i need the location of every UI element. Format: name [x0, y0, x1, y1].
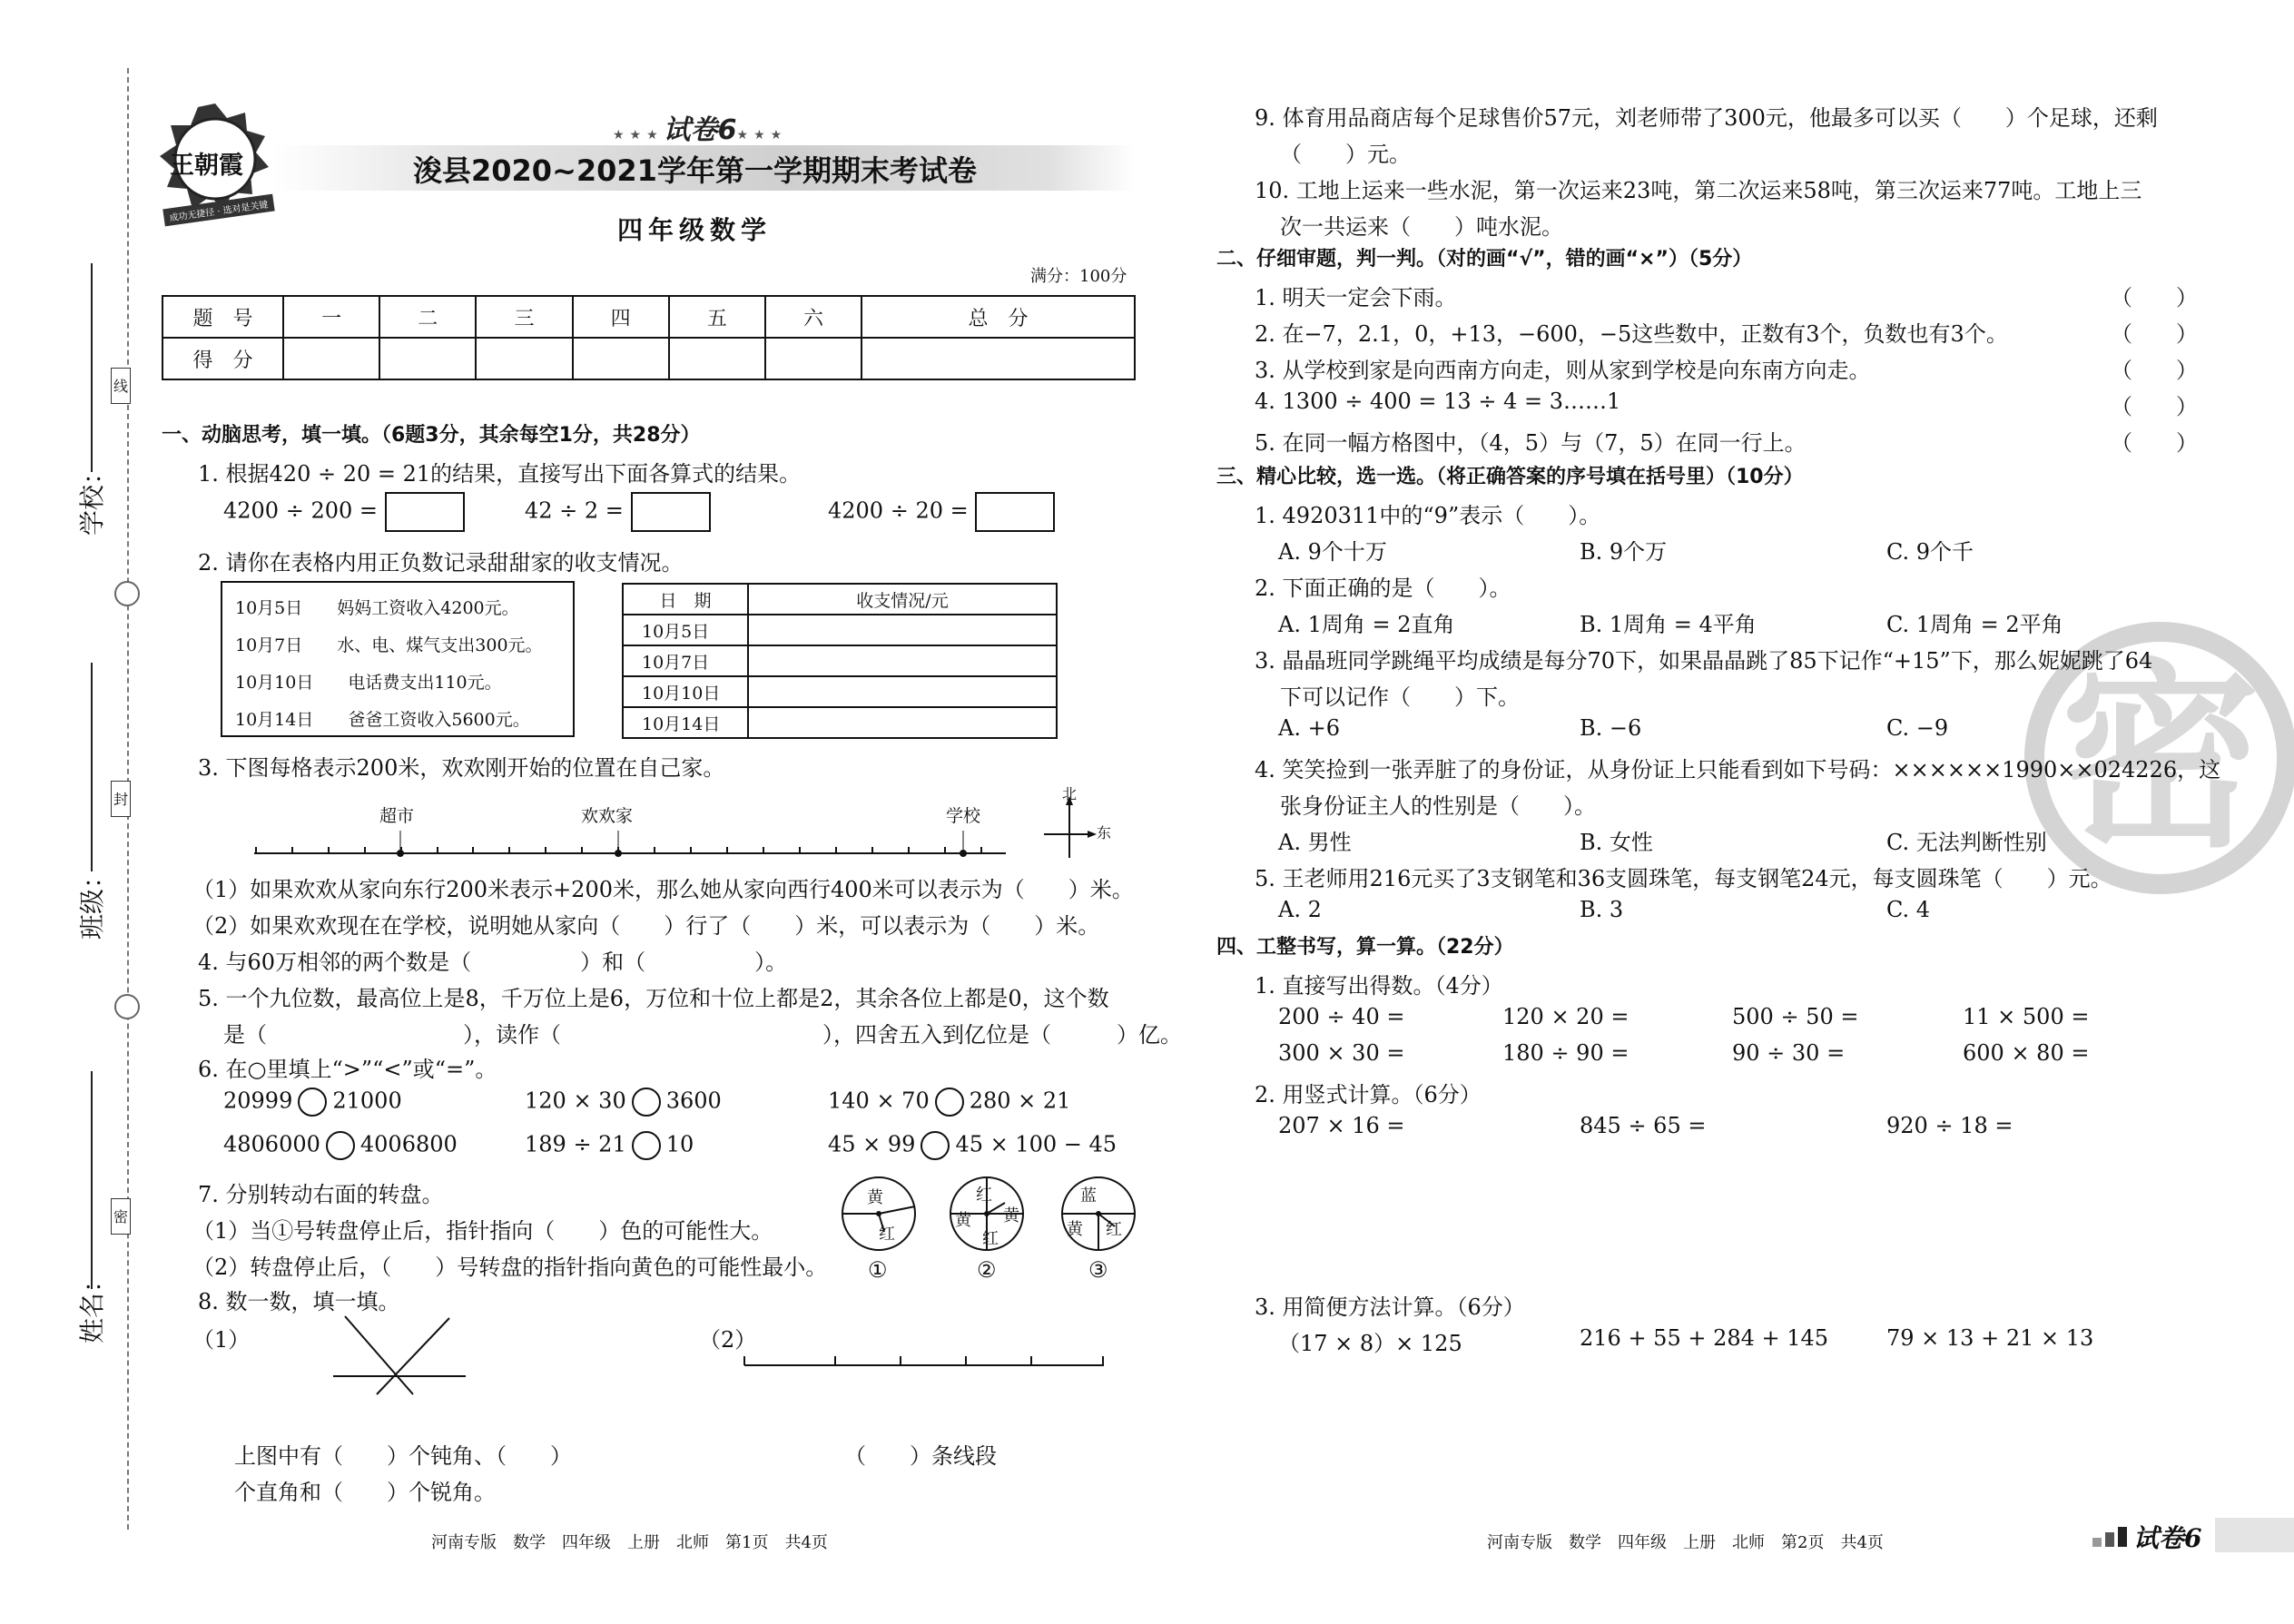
choice-option: B. 9个万	[1580, 539, 1668, 565]
school-label: 学校：	[77, 458, 107, 536]
q10-line2: 次一共运来（ ）吨水泥。	[1280, 214, 1563, 240]
calc-item: 90 ÷ 30 =	[1732, 1040, 1846, 1066]
q2-text: 2. 请你在表格内用正负数记录甜甜家的收支情况。	[198, 550, 684, 576]
q5-text-line2: 是（ ），读作（ ），四舍五入到亿位是（ ）亿。	[223, 1022, 1182, 1048]
ledger-header-amount: 收支情况/元	[748, 584, 1057, 615]
calc-q3: 3. 用简便方法计算。（6分）	[1255, 1294, 1525, 1320]
calc-item: 845 ÷ 65 =	[1580, 1113, 1707, 1138]
score-header-cell: 五	[669, 296, 765, 338]
ledger-date: 10月5日	[623, 615, 748, 645]
ledger-date: 10月10日	[623, 676, 748, 707]
ledger-input[interactable]	[748, 645, 1057, 676]
name-label: 姓名：	[77, 1266, 107, 1343]
full-score: 满分：100分	[1030, 267, 1127, 286]
calc-item: 120 × 20 =	[1502, 1004, 1629, 1029]
binding-hole-icon	[114, 581, 140, 606]
calc-item: （17 × 8）× 125	[1278, 1331, 1462, 1356]
choice-option: A. 9个十万	[1278, 539, 1387, 565]
section-4-heading: 四、工整书写，算一算。（22分）	[1216, 936, 1514, 959]
score-cell[interactable]	[765, 338, 861, 379]
compare-item: 189 ÷ 21 10	[525, 1131, 694, 1160]
score-row-label: 得 分	[162, 338, 283, 379]
choice-option: A. 男性	[1278, 830, 1352, 855]
q8-a-line2: 个直角和（ ）个锐角。	[234, 1480, 496, 1505]
choice-q5: 5. 王老师用216元买了3支钢笔和36支圆珠笔，每支钢笔24元，每支圆珠笔（ ）元。	[1255, 866, 2112, 891]
footer-right: 河南专版 数学 四年级 上册 北师 第2页 共4页	[1487, 1533, 1884, 1552]
q7-b-text: （2）转盘停止后，（ ）号转盘的指针指向黄色的可能性最小。	[192, 1255, 828, 1280]
compare-item: 4806000 4006800	[223, 1131, 458, 1160]
q8-a-line1: 上图中有（ ）个钝角、（ ）	[234, 1443, 572, 1469]
q7-a-text: （1）当①号转盘停止后，指针指向（ ）色的可能性大。	[192, 1218, 773, 1244]
choice-q4-line2: 张身份证主人的性别是（ ）。	[1280, 793, 1596, 819]
q8-part2: （2）	[699, 1327, 757, 1353]
spinner-number: ③	[1088, 1257, 1108, 1283]
place-school: 学校	[946, 806, 981, 826]
choice-option: C. −9	[1886, 715, 1949, 741]
calc-item: 79 × 13 + 21 × 13	[1886, 1325, 2094, 1351]
ledger-row	[623, 707, 1057, 738]
judge-item: 3. 从学校到家是向西南方向走，则从家到学校是向东南方向走。	[1255, 358, 1871, 383]
section-3-heading: 三、精心比较，选一选。（将正确答案的序号填在括号里）（10分）	[1216, 466, 1804, 488]
judge-answer-paren[interactable]: （ ）	[2111, 358, 2198, 383]
score-cell[interactable]	[861, 338, 1135, 379]
place-home: 欢欢家	[581, 806, 634, 826]
judge-item: 4. 1300 ÷ 400 = 13 ÷ 4 = 3……1	[1255, 389, 1621, 414]
compare-circle[interactable]	[632, 1088, 661, 1117]
score-header-cell: 一	[283, 296, 379, 338]
judge-item: 5. 在同一幅方格图中，（4，5）与（7，5）在同一行上。	[1255, 430, 1807, 456]
spinner-2-label: 黄	[955, 1211, 971, 1230]
ledger-row	[623, 645, 1057, 676]
q3-b-text: （2）如果欢欢现在在学校，说明她从家向（ ）行了（ ）米，可以表示为（ ）米。	[192, 913, 1100, 939]
q3-a-text: （1）如果欢欢从家向东行200米表示+200米，那么她从家向西行400米可以表示为（ ）米。	[192, 877, 1134, 902]
spinner-3	[1060, 1176, 1137, 1252]
choice-q4-line1: 4. 笑笑捡到一张弄脏了的身份证，从身份证上只能看到如下号码：××××××1990××024226，这	[1255, 757, 2221, 782]
number-line	[254, 831, 1008, 858]
calc-item: 207 × 16 =	[1278, 1113, 1405, 1138]
ledger-input[interactable]	[748, 707, 1057, 738]
score-row	[162, 338, 1135, 379]
choice-option: B. −6	[1580, 715, 1642, 741]
calc-item: 300 × 30 =	[1278, 1040, 1405, 1066]
score-table	[162, 295, 1136, 380]
q9-line1: 9. 体育用品商店每个足球售价57元，刘老师带了300元，他最多可以买（ ）个足球，还剩	[1255, 105, 2158, 131]
compare-circle[interactable]	[935, 1088, 964, 1117]
calc-q1: 1. 直接写出得数。（4分）	[1255, 973, 1503, 999]
footer-tag-deco	[2092, 1525, 2129, 1549]
note-line: 10月10日 电话费支出110元。	[235, 673, 502, 693]
class-label: 班级：	[77, 862, 107, 940]
compass-icon	[1044, 794, 1098, 858]
school-underline	[91, 263, 93, 472]
ledger-header-row	[623, 584, 1057, 615]
compare-circle[interactable]	[632, 1131, 661, 1160]
ledger-row	[623, 676, 1057, 707]
ledger-date: 10月14日	[623, 707, 748, 738]
q4-text: 4. 与60万相邻的两个数是（ ）和（ ）。	[198, 950, 788, 975]
judge-answer-paren[interactable]: （ ）	[2111, 430, 2198, 456]
footer-tag-bar	[2215, 1518, 2294, 1552]
calc-item: 216 + 55 + 284 + 145	[1580, 1325, 1829, 1351]
spinner-2-label: 红	[976, 1186, 992, 1205]
choice-q3-line1: 3. 晶晶班同学跳绳平均成绩是每分70下，如果晶晶跳了85下记作“+15”下，那么妮妮跳了64	[1255, 648, 2153, 674]
q3-text: 3. 下图每格表示200米，欢欢刚开始的位置在自己家。	[198, 755, 725, 781]
q6-text: 6. 在○里填上“>”“<”或“=”。	[198, 1057, 497, 1082]
seal-mark-secret: 密	[111, 1198, 131, 1235]
spinner-2-label: 黄	[1003, 1206, 1019, 1225]
q1-text: 1. 根据420 ÷ 20 = 21的结果，直接写出下面各算式的结果。	[198, 461, 802, 487]
ledger-date: 10月7日	[623, 645, 748, 676]
judge-answer-paren[interactable]: （ ）	[2111, 321, 2198, 347]
choice-option: B. 3	[1580, 897, 1624, 922]
spinner-3-label: 黄	[1067, 1220, 1083, 1239]
calc-item: 500 ÷ 50 =	[1732, 1004, 1859, 1029]
choice-q2: 2. 下面正确的是（ ）。	[1255, 576, 1511, 601]
spinner-number: ①	[868, 1257, 888, 1283]
spinner-1-label: 黄	[867, 1188, 883, 1207]
choice-option: C. 4	[1886, 897, 1931, 922]
q10-line1: 10. 工地上运来一些水泥，第一次运来23吨，第二次运来58吨，第三次运来77吨。工地上三	[1255, 178, 2142, 203]
answer-box[interactable]	[975, 492, 1055, 532]
score-header-cell: 二	[379, 296, 476, 338]
compare-item: 120 × 30 3600	[525, 1088, 722, 1117]
score-header-cell: 题 号	[162, 296, 283, 338]
judge-item: 1. 明天一定会下雨。	[1255, 285, 1457, 310]
score-cell[interactable]	[476, 338, 572, 379]
score-header-cell: 总 分	[861, 296, 1135, 338]
ledger-input[interactable]	[748, 676, 1057, 707]
footer-tag: 试卷6	[2133, 1523, 2202, 1553]
ledger-input[interactable]	[748, 615, 1057, 645]
calc-item: 920 ÷ 18 =	[1886, 1113, 2013, 1138]
score-cell[interactable]	[573, 338, 669, 379]
note-line: 10月14日 爸爸工资收入5600元。	[235, 710, 530, 730]
paper-tag: ★★★试卷6★★★	[613, 114, 788, 146]
q1-item-1: 4200 ÷ 200 =	[223, 492, 465, 532]
paper-tag-text: 试卷6	[663, 114, 737, 146]
note-line: 10月7日 水、电、煤气支出300元。	[235, 635, 543, 655]
exam-title: 浚县2020~2021学年第一学期期末考试卷	[413, 153, 977, 188]
score-cell[interactable]	[283, 338, 379, 379]
choice-option: C. 无法判断性别	[1886, 830, 2047, 855]
section-1-heading: 一、动脑思考，填一填。（6题3分，其余每空1分，共28分）	[162, 424, 701, 447]
section-2-heading: 二、仔细审题，判一判。（对的画“√”，错的画“×”）（5分）	[1216, 248, 1753, 271]
judge-item: 2. 在−7，2.1，0，+13，−600，−5这些数中，正数有3个，负数也有3个。	[1255, 321, 2008, 347]
choice-option: C. 9个千	[1886, 539, 1974, 565]
name-underline	[91, 1071, 93, 1289]
choice-option: B. 女性	[1580, 830, 1653, 855]
calc-item: 200 ÷ 40 =	[1278, 1004, 1405, 1029]
angle-figure	[331, 1314, 468, 1396]
spinner-3-label: 蓝	[1080, 1186, 1097, 1206]
note-line: 10月5日 妈妈工资收入4200元。	[235, 598, 519, 618]
score-header-cell: 三	[476, 296, 572, 338]
q8-part1: （1）	[192, 1327, 251, 1353]
income-notes-box	[221, 581, 575, 737]
compare-item: 140 × 70 280 × 21	[828, 1088, 1070, 1117]
score-header-row	[162, 296, 1135, 338]
spinner-number: ②	[977, 1257, 997, 1283]
score-header-cell: 六	[765, 296, 861, 338]
footer-left: 河南专版 数学 四年级 上册 北师 第1页 共4页	[431, 1533, 828, 1552]
score-cell[interactable]	[669, 338, 765, 379]
stamp-char: 密	[2060, 642, 2260, 874]
q8-text: 8. 数一数，填一填。	[198, 1289, 400, 1314]
calc-item: 180 ÷ 90 =	[1502, 1040, 1629, 1066]
choice-option: A. 2	[1278, 897, 1322, 922]
q7-text: 7. 分别转动右面的转盘。	[198, 1182, 444, 1207]
score-cell[interactable]	[379, 338, 476, 379]
spinner-3-label: 红	[1106, 1220, 1122, 1239]
q9-line2: （ ）元。	[1280, 142, 1411, 167]
calc-item: 11 × 500 =	[1963, 1004, 2090, 1029]
seal-mark-line: 线	[111, 368, 131, 404]
q5-text-line1: 5. 一个九位数，最高位上是8，千万位上是6，万位和十位上都是2，其余各位上都是0，这个数	[198, 986, 1109, 1011]
q1-item-3: 4200 ÷ 20 =	[828, 492, 1055, 532]
compass-east: 东	[1097, 824, 1112, 842]
choice-option: A. 1周角 = 2直角	[1278, 612, 1455, 637]
compare-item: 45 × 99 45 × 100 − 45	[828, 1131, 1117, 1160]
choice-option: B. 1周角 = 4平角	[1580, 612, 1757, 637]
place-supermarket: 超市	[379, 806, 415, 826]
ledger-header-date: 日 期	[623, 584, 748, 615]
class-underline	[91, 663, 93, 871]
compare-circle[interactable]	[921, 1131, 950, 1160]
choice-option: A. +6	[1278, 715, 1340, 741]
brand-name: 王朝霞	[170, 152, 243, 180]
compare-item: 20999 21000	[223, 1088, 402, 1117]
answer-box[interactable]	[385, 492, 465, 532]
spinner-2-label: 红	[982, 1229, 999, 1248]
ledger-table	[622, 583, 1058, 739]
ledger-row	[623, 615, 1057, 645]
exam-subtitle: 四年级数学	[617, 215, 773, 245]
spinner-1-label: 红	[879, 1225, 895, 1244]
choice-q3-line2: 下可以记作（ ）下。	[1280, 684, 1520, 710]
binding-hole-icon	[114, 994, 140, 1019]
q8-b-text: （ ）条线段	[844, 1443, 997, 1469]
compare-circle[interactable]	[298, 1088, 327, 1117]
choice-option: C. 1周角 = 2平角	[1886, 612, 2063, 637]
calc-q2: 2. 用竖式计算。（6分）	[1255, 1082, 1482, 1107]
answer-box[interactable]	[631, 492, 711, 532]
choice-q1: 1. 4920311中的“9”表示（ ）。	[1255, 503, 1601, 528]
q1-item-2: 42 ÷ 2 =	[525, 492, 711, 532]
compare-circle[interactable]	[326, 1131, 355, 1160]
calc-item: 600 × 80 =	[1963, 1040, 2090, 1066]
score-header-cell: 四	[573, 296, 669, 338]
judge-answer-paren[interactable]: （ ）	[2111, 285, 2198, 310]
judge-answer-paren[interactable]: （ ）	[2111, 394, 2198, 419]
compass-north: 北	[1062, 785, 1078, 802]
seal-mark-seal: 封	[111, 781, 131, 817]
brand-motto: 成功无捷径 · 选对是关键	[162, 194, 274, 227]
segment-figure	[743, 1351, 1106, 1369]
